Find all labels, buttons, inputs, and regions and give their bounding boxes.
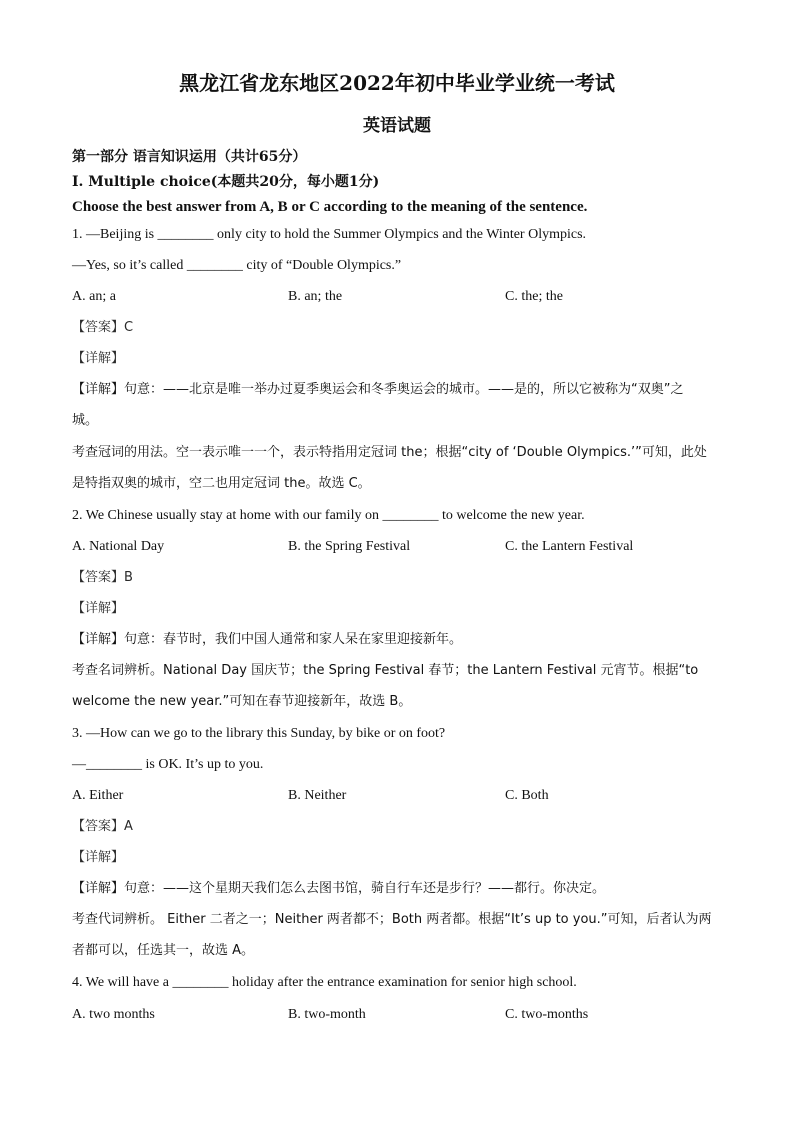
question-3-stem-reply: —________ is OK. It’s up to you. bbox=[72, 757, 264, 772]
section-instruction: Choose the best answer from A, B or C according to the meaning of the sentence. bbox=[72, 199, 588, 215]
question-4-stem: 4. We will have a ________ holiday after the entrance examination for senior high school. bbox=[72, 975, 577, 990]
question-1-detail-explanation-cont: 是特指双奥的城市，空二也用定冠词 the。故选 C。 bbox=[72, 476, 371, 491]
question-3-detail-translation: 【详解】句意：——这个星期天我们怎么去图书馆，骑自行车还是步行？——都行。你决定。 bbox=[72, 881, 606, 896]
question-1-option-a: A. an; a bbox=[72, 289, 116, 304]
question-1-detail-translation-cont: 城。 bbox=[72, 413, 99, 428]
question-3-stem: 3. —How can we go to the library this Sunday, by bike or on foot? bbox=[72, 726, 446, 741]
question-3-detail-label: 【详解】 bbox=[72, 850, 125, 865]
question-1-answer: 【答案】C bbox=[72, 320, 134, 335]
question-1-stem: 1. —Beijing is ________ only city to hold the Summer Olympics and the Winter Olympics. bbox=[72, 227, 587, 242]
question-3-option-a: A. Either bbox=[72, 788, 124, 803]
question-2-option-b: B. the Spring Festival bbox=[288, 539, 411, 554]
question-1-option-b: B. an; the bbox=[288, 289, 343, 304]
question-3-option-c: C. Both bbox=[505, 788, 549, 803]
question-2-detail-label: 【详解】 bbox=[72, 601, 125, 616]
question-4-option-b: B. two-month bbox=[288, 1007, 366, 1022]
question-1-detail-translation: 【详解】句意：——北京是唯一举办过夏季奥运会和冬季奥运会的城市。——是的，所以它被称为“双奥”之 bbox=[72, 382, 684, 397]
question-3-detail-explanation: 考查代词辨析。 Either 二者之一；Neither 两者都不；Both 两者都。根据“It’s up to you.”可知，后者认为两 bbox=[72, 912, 712, 927]
question-2-detail-explanation: 考查名词辨析。National Day 国庆节；the Spring Festival 春节；the Lantern Festival 元宵节。根据“to bbox=[72, 663, 699, 678]
exam-title: 黑龙江省龙东地区2022年初中毕业学业统一考试 bbox=[179, 71, 615, 95]
question-4-option-a: A. two months bbox=[72, 1007, 155, 1022]
question-4-option-c: C. two-months bbox=[505, 1007, 589, 1022]
question-1-detail-label: 【详解】 bbox=[72, 351, 125, 366]
question-1-detail-explanation: 考查冠词的用法。空一表示唯一一个，表示特指用定冠词 the；根据“city of ‘Double Olympics.’”可知，此处 bbox=[72, 445, 707, 460]
question-1-option-c: C. the; the bbox=[505, 289, 563, 304]
question-3-option-b: B. Neither bbox=[288, 788, 347, 803]
part-heading: 第一部分 语言知识运用（共计65分） bbox=[72, 149, 307, 165]
question-2-option-c: C. the Lantern Festival bbox=[505, 539, 634, 554]
question-2-answer: 【答案】B bbox=[72, 570, 133, 585]
question-2-detail-translation: 【详解】句意：春节时，我们中国人通常和家人呆在家里迎接新年。 bbox=[72, 632, 463, 647]
section-heading: Ⅰ. Multiple choice(本题共20分，每小题1分) bbox=[72, 174, 380, 190]
question-1-stem-reply: —Yes, so it’s called ________ city of “Double Olympics.” bbox=[72, 258, 402, 273]
question-2-stem: 2. We Chinese usually stay at home with our family on ________ to welcome the new year. bbox=[72, 508, 585, 523]
question-3-detail-explanation-cont: 者都可以，任选其一，故选 A。 bbox=[72, 943, 255, 958]
question-2-detail-explanation-cont: welcome the new year.”可知在春节迎接新年，故选 B。 bbox=[72, 694, 412, 709]
question-2-option-a: A. National Day bbox=[72, 539, 165, 554]
question-3-answer: 【答案】A bbox=[72, 819, 133, 834]
exam-subtitle: 英语试题 bbox=[363, 116, 431, 136]
